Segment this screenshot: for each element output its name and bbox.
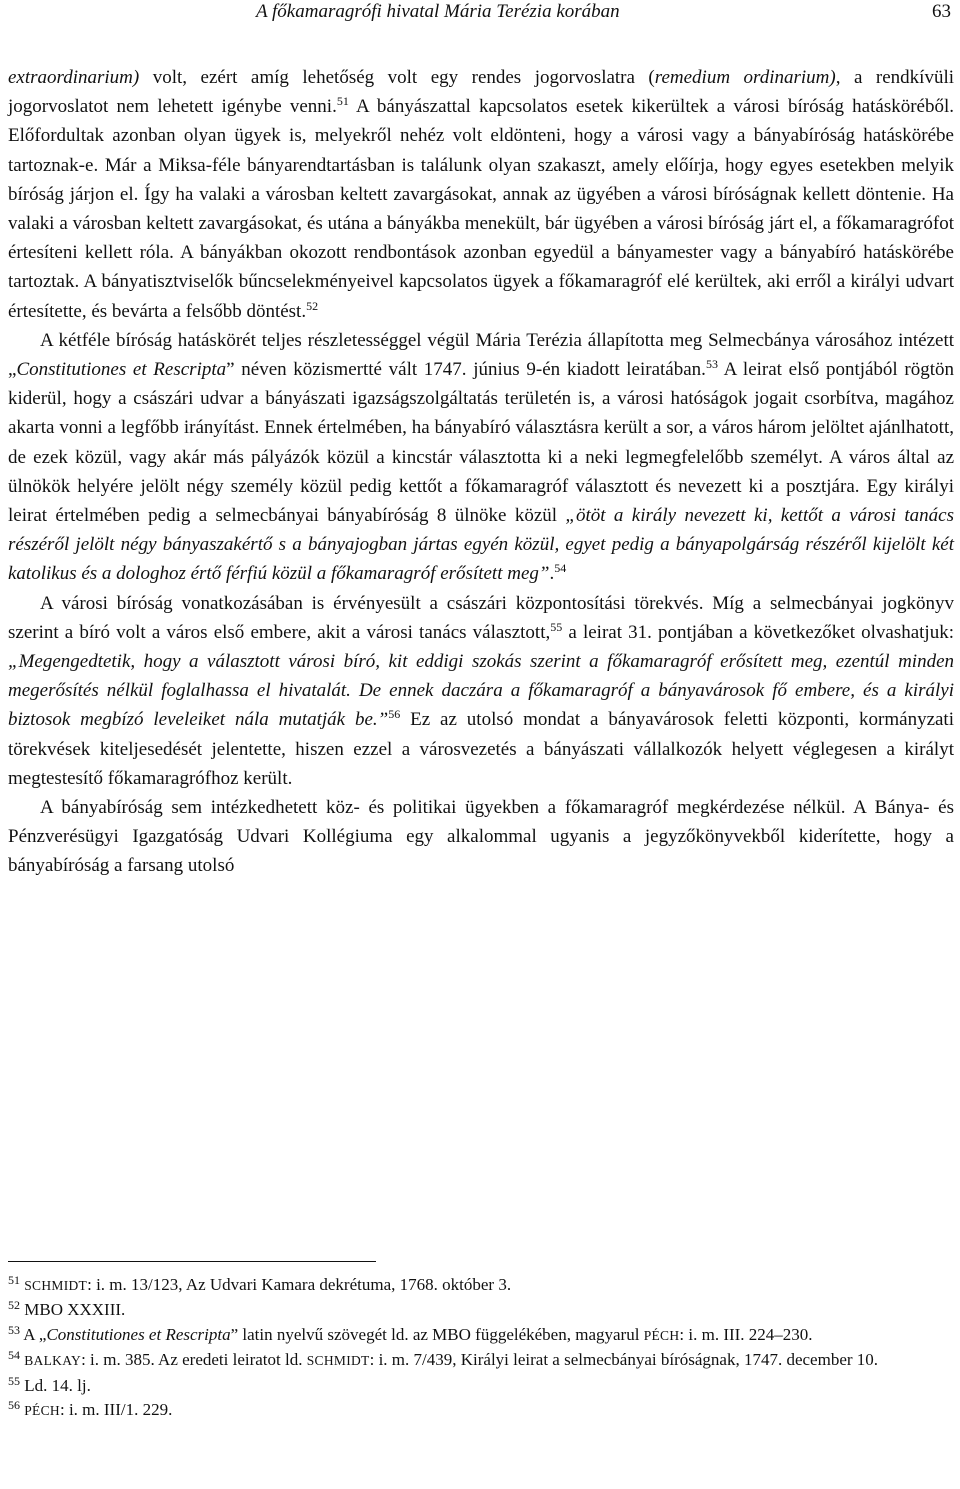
text-run: ” néven közismertté vált 1747. június 9-én kiadott leiratában.	[226, 359, 706, 381]
footnote-marker: 55	[550, 619, 563, 634]
footnote-marker: 53	[8, 1322, 20, 1337]
text-run: : i. m. 13/123, Az Udvari Kamara dekrétuma, 1768. október 3.	[87, 1275, 512, 1294]
footnote-marker: 51	[336, 94, 349, 109]
footnote-marker: 54	[8, 1348, 20, 1363]
italic-text: „Megengedtetik, hogy a választott városi bíró, kit eddigi szokás szerint a főkamaragróf erősített meg, ezentúl minden megerősítés nélkül foglalhassa el hivatalát. De ennek daczára a főkamaragróf a bányavárosok fő embere, és a királyi biztosok megbízó leveleiket nála mutatják be.”	[8, 651, 954, 731]
text-run: A bányászattal kapcsolatos esetek kikerültek a városi bíróság hatásköréből. Előfordultak azonban olyan ügyek is, melyekről nehéz volt eldönteni, hogy a városi vagy a bányabíróság hatáskörébe tartoznak-e. Már a Miksa-féle bányarendtartásban is találunk olyan szakaszt, amely előírja, hogy egyes esetekben melyik bíróság járjon el. Így ha valaki a városban keltett zavargásokat, annak az ügyében a városi bíróságnak kellett döntenie. Ha valaki a városban keltett zavargásokat, és utána a bányákba menekült, bár ügyében a városi bíróság járt el, a főkamaragrófot értesíteni kellett róla. A bányákban okozott rendbontások azonban egyedül a bányamester vagy a bányabíró hatáskörébe tartoztak. A bányatisztviselők bűncselekményeivel kapcsolatos ügyek a főkamaragróf elé kerültek, aki erről a királyi udvart értesítette, és bevárta a felsőbb döntést.	[8, 96, 954, 322]
text-run: A leirat első pontjából rögtön kiderül, hogy a császári udvar a bányászati igazságszolgáltatás területén is, a városi hatóságok jogait csorbítva, magához akarta vonni a legfőbb irányítást. Ennek értelmében, ha bányabíró választásra került a sor, a város három jelöltet ajánlhatott, de ezek közül, vagy akár más pályázók közül a kincstár választotta ki a neki legmegfelelőbb személyt. A város által az ülnökök helyére jelölt négy személy közül pedig kettőt a főkamaragróf választott és nevezett ki a posztjára. Egy királyi leirat értelmében pedig a selmecbányai bányabíróság 8 ülnöke közül	[8, 359, 955, 527]
text-run: MBO XXXIII.	[20, 1300, 126, 1320]
paragraph	[8, 326, 954, 589]
text-run: : i. m. III. 224–230.	[679, 1324, 813, 1344]
footnotes	[8, 1273, 954, 1423]
footnote-separator	[8, 1261, 376, 1262]
italic-text: extraordinarium)	[8, 67, 140, 88]
footnote-marker: 52	[8, 1298, 20, 1313]
italic-text: remedium ordinarium)	[654, 67, 836, 88]
author-name: SCHMIDT	[306, 1353, 370, 1369]
footnote-marker: 56	[8, 1398, 20, 1413]
footnote-marker: 52	[306, 298, 319, 313]
footnote-marker: 56	[388, 707, 401, 722]
paragraph	[8, 793, 954, 881]
text-run: A „	[20, 1324, 47, 1344]
text-run: .	[549, 563, 555, 585]
paragraph	[8, 589, 954, 793]
body-text	[8, 63, 954, 881]
text-run: : i. m. 385. Az eredeti leiratot ld.	[81, 1350, 307, 1370]
italic-text: Constitutiones et Rescripta	[16, 359, 227, 381]
footnote	[8, 1323, 954, 1348]
author-name: PÉCH	[643, 1327, 680, 1343]
footnote	[8, 1348, 954, 1373]
text-run: Ez az utolsó mondat a bányavárosok feletti központi, kormányzati törekvések kiteljesedését jelentette, hiszen ezzel a városvezetés a bányászati vállalkozók helyett véglegesen a királyt megtestesítő főkamaragrófhoz került.	[8, 709, 954, 789]
italic-text: „ötöt a király nevezett ki, kettőt a városi tanács részéről jelölt négy bányaszakértő s a bányajogban jártas egyén közül, egyet pedig a bányapolgárság részéről kijelölt két katolikus és a dologhoz értő férfiú közül a főkamaragróf erősített meg”	[8, 505, 954, 585]
paragraph	[8, 63, 954, 326]
footnote	[8, 1374, 954, 1398]
page-number: 63	[932, 1, 951, 22]
text-run: A városi bíróság vonatkozásában is érvényesült a császári központosítási törekvés. Míg a selmecbányai jogkönyv szerint a bíró volt a város első embere, akit a városi tanács választott,	[8, 592, 954, 643]
text-run: : i. m. III/1. 229.	[59, 1400, 173, 1420]
text-run: , a rendkívüli jogorvoslatot nem lehetett igénybe venni.	[8, 67, 954, 118]
page-header	[0, 0, 960, 30]
author-name: PÉCH	[24, 1403, 60, 1419]
author-name: SCHMIDT	[24, 1278, 88, 1293]
text-run: A bányabíróság sem intézkedhetett köz- és politikai ügyekben a főkamaragróf megkérdezése nélkül. A Bánya- és Pénzverésügyi Igazgatóság Udvari Kollégiuma egy alkalommal ugyanis a jegyzőkönyvekből kiderítette, hogy a bányabíróság a farsang utolsó	[8, 797, 954, 877]
running-title: A főkamaragrófi hivatal Mária Terézia korában	[256, 1, 620, 22]
italic-text: Constitutiones et Rescripta	[46, 1324, 231, 1344]
text-run: volt, ezért amíg lehetőség volt egy rendes jogorvoslatra (	[139, 67, 655, 88]
footnote	[8, 1298, 954, 1322]
author-name: BALKAY	[24, 1353, 82, 1369]
footnote-marker: 55	[8, 1373, 20, 1388]
footnote	[8, 1273, 954, 1298]
footnote-marker: 53	[705, 357, 718, 372]
footnote-marker: 51	[8, 1273, 20, 1287]
footnote	[8, 1398, 954, 1423]
text-run: Ld. 14. lj.	[20, 1375, 91, 1395]
text-run: A kétféle bíróság hatáskörét teljes részletességgel végül Mária Terézia állapította meg Selmecbánya városához intézett „	[8, 329, 954, 381]
text-run: a leirat 31. pontjában a következőket olvashatjuk:	[562, 621, 954, 643]
footnote-marker: 54	[554, 561, 567, 576]
text-run: : i. m. 7/439, Királyi leirat a selmecbányai bíróságnak, 1747. december 10.	[369, 1350, 879, 1370]
text-run: ” latin nyelvű szövegét ld. az MBO függelékében, magyarul	[230, 1324, 644, 1344]
